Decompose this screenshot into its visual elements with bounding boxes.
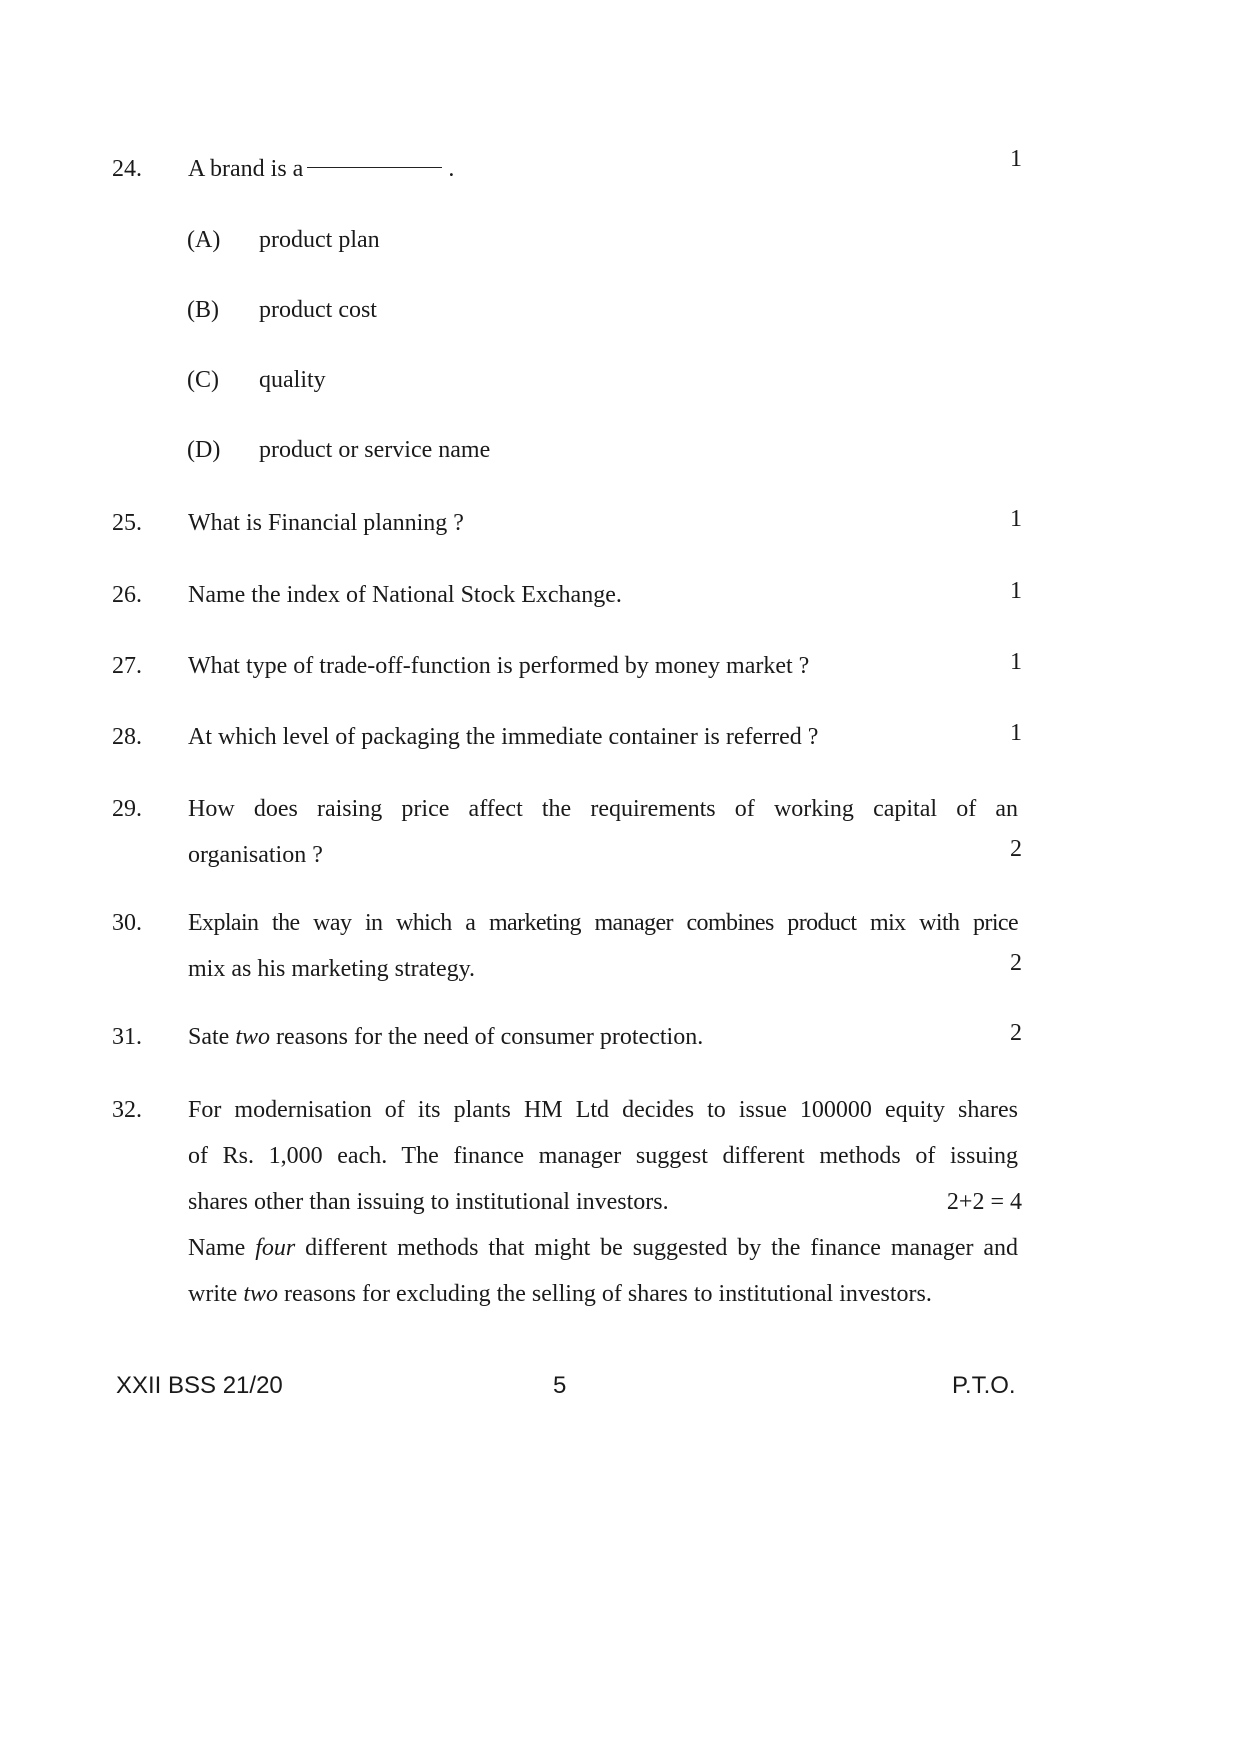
question-32-task: Name four different methods that might be suggested by the finance manager and write two reasons for excluding the selling of shares to institutional investors. (188, 1235, 1019, 1307)
answer-blank (307, 167, 442, 168)
question-number: 25. (112, 510, 142, 536)
option-label: (A) (187, 227, 221, 253)
question-number: 30. (112, 910, 142, 936)
option-b (187, 290, 377, 330)
question-text: How does raising price affect the requirements of working capital of an organisation ? (188, 796, 1018, 868)
question-marks: 2 (1010, 1020, 1022, 1046)
option-text: product cost (259, 297, 377, 323)
question-marks: 1 (1010, 146, 1022, 172)
question-marks: 2 (1010, 950, 1022, 976)
question-number: 28. (112, 724, 142, 750)
question-number: 29. (112, 796, 142, 822)
question-25 (112, 500, 1022, 546)
question-26 (112, 572, 1022, 618)
question-number: 24. (112, 156, 142, 182)
question-text: At which level of packaging the immediate container is referred ? (188, 724, 819, 750)
question-27 (112, 643, 1022, 689)
option-d (187, 430, 490, 470)
paper-code: XXII BSS 21/20 (116, 1372, 283, 1399)
option-text: product plan (259, 227, 380, 253)
option-label: (B) (187, 297, 219, 323)
pto-label: P.T.O. (952, 1372, 1016, 1399)
question-number: 26. (112, 582, 142, 608)
question-24 (112, 146, 1022, 192)
option-a (187, 220, 380, 260)
option-label: (C) (187, 367, 219, 393)
option-text: quality (259, 367, 326, 393)
question-marks: 2 (1010, 836, 1022, 862)
question-marks: 2+2 = 4 (946, 1189, 1022, 1215)
question-text: For modernisation of its plants HM Ltd decides to issue 100000 equity shares of Rs. 1,000 each. The finance manager suggest different methods of issuing shares other than issuing to institutional investors. Name four different methods that might be suggested by the finance manager and write two reasons for excluding the selling of shares to institutional investors. (188, 1087, 1018, 1317)
question-marks: 1 (1010, 720, 1022, 746)
question-text: A brand is a . (188, 156, 455, 182)
question-32 (112, 1087, 1022, 1347)
question-30 (112, 900, 1022, 992)
question-text: Explain the way in which a marketing manager combines product mix with price mix as his marketing strategy. (188, 910, 1018, 982)
question-text: Name the index of National Stock Exchange. (188, 582, 622, 608)
question-text: What is Financial planning ? (188, 510, 464, 536)
question-text: Sate two reasons for the need of consumer protection. (188, 1024, 704, 1050)
option-label: (D) (187, 437, 221, 463)
option-c (187, 360, 326, 400)
question-31 (112, 1014, 1022, 1060)
question-marks: 1 (1010, 649, 1022, 675)
question-number: 31. (112, 1024, 142, 1050)
question-marks: 1 (1010, 506, 1022, 532)
question-number: 32. (112, 1097, 142, 1123)
question-text: What type of trade-off-function is performed by money market ? (188, 653, 810, 679)
question-29 (112, 786, 1022, 878)
question-number: 27. (112, 653, 142, 679)
question-28 (112, 714, 1022, 760)
option-text: product or service name (259, 437, 491, 463)
page-number: 5 (553, 1372, 567, 1399)
question-marks: 1 (1010, 578, 1022, 604)
